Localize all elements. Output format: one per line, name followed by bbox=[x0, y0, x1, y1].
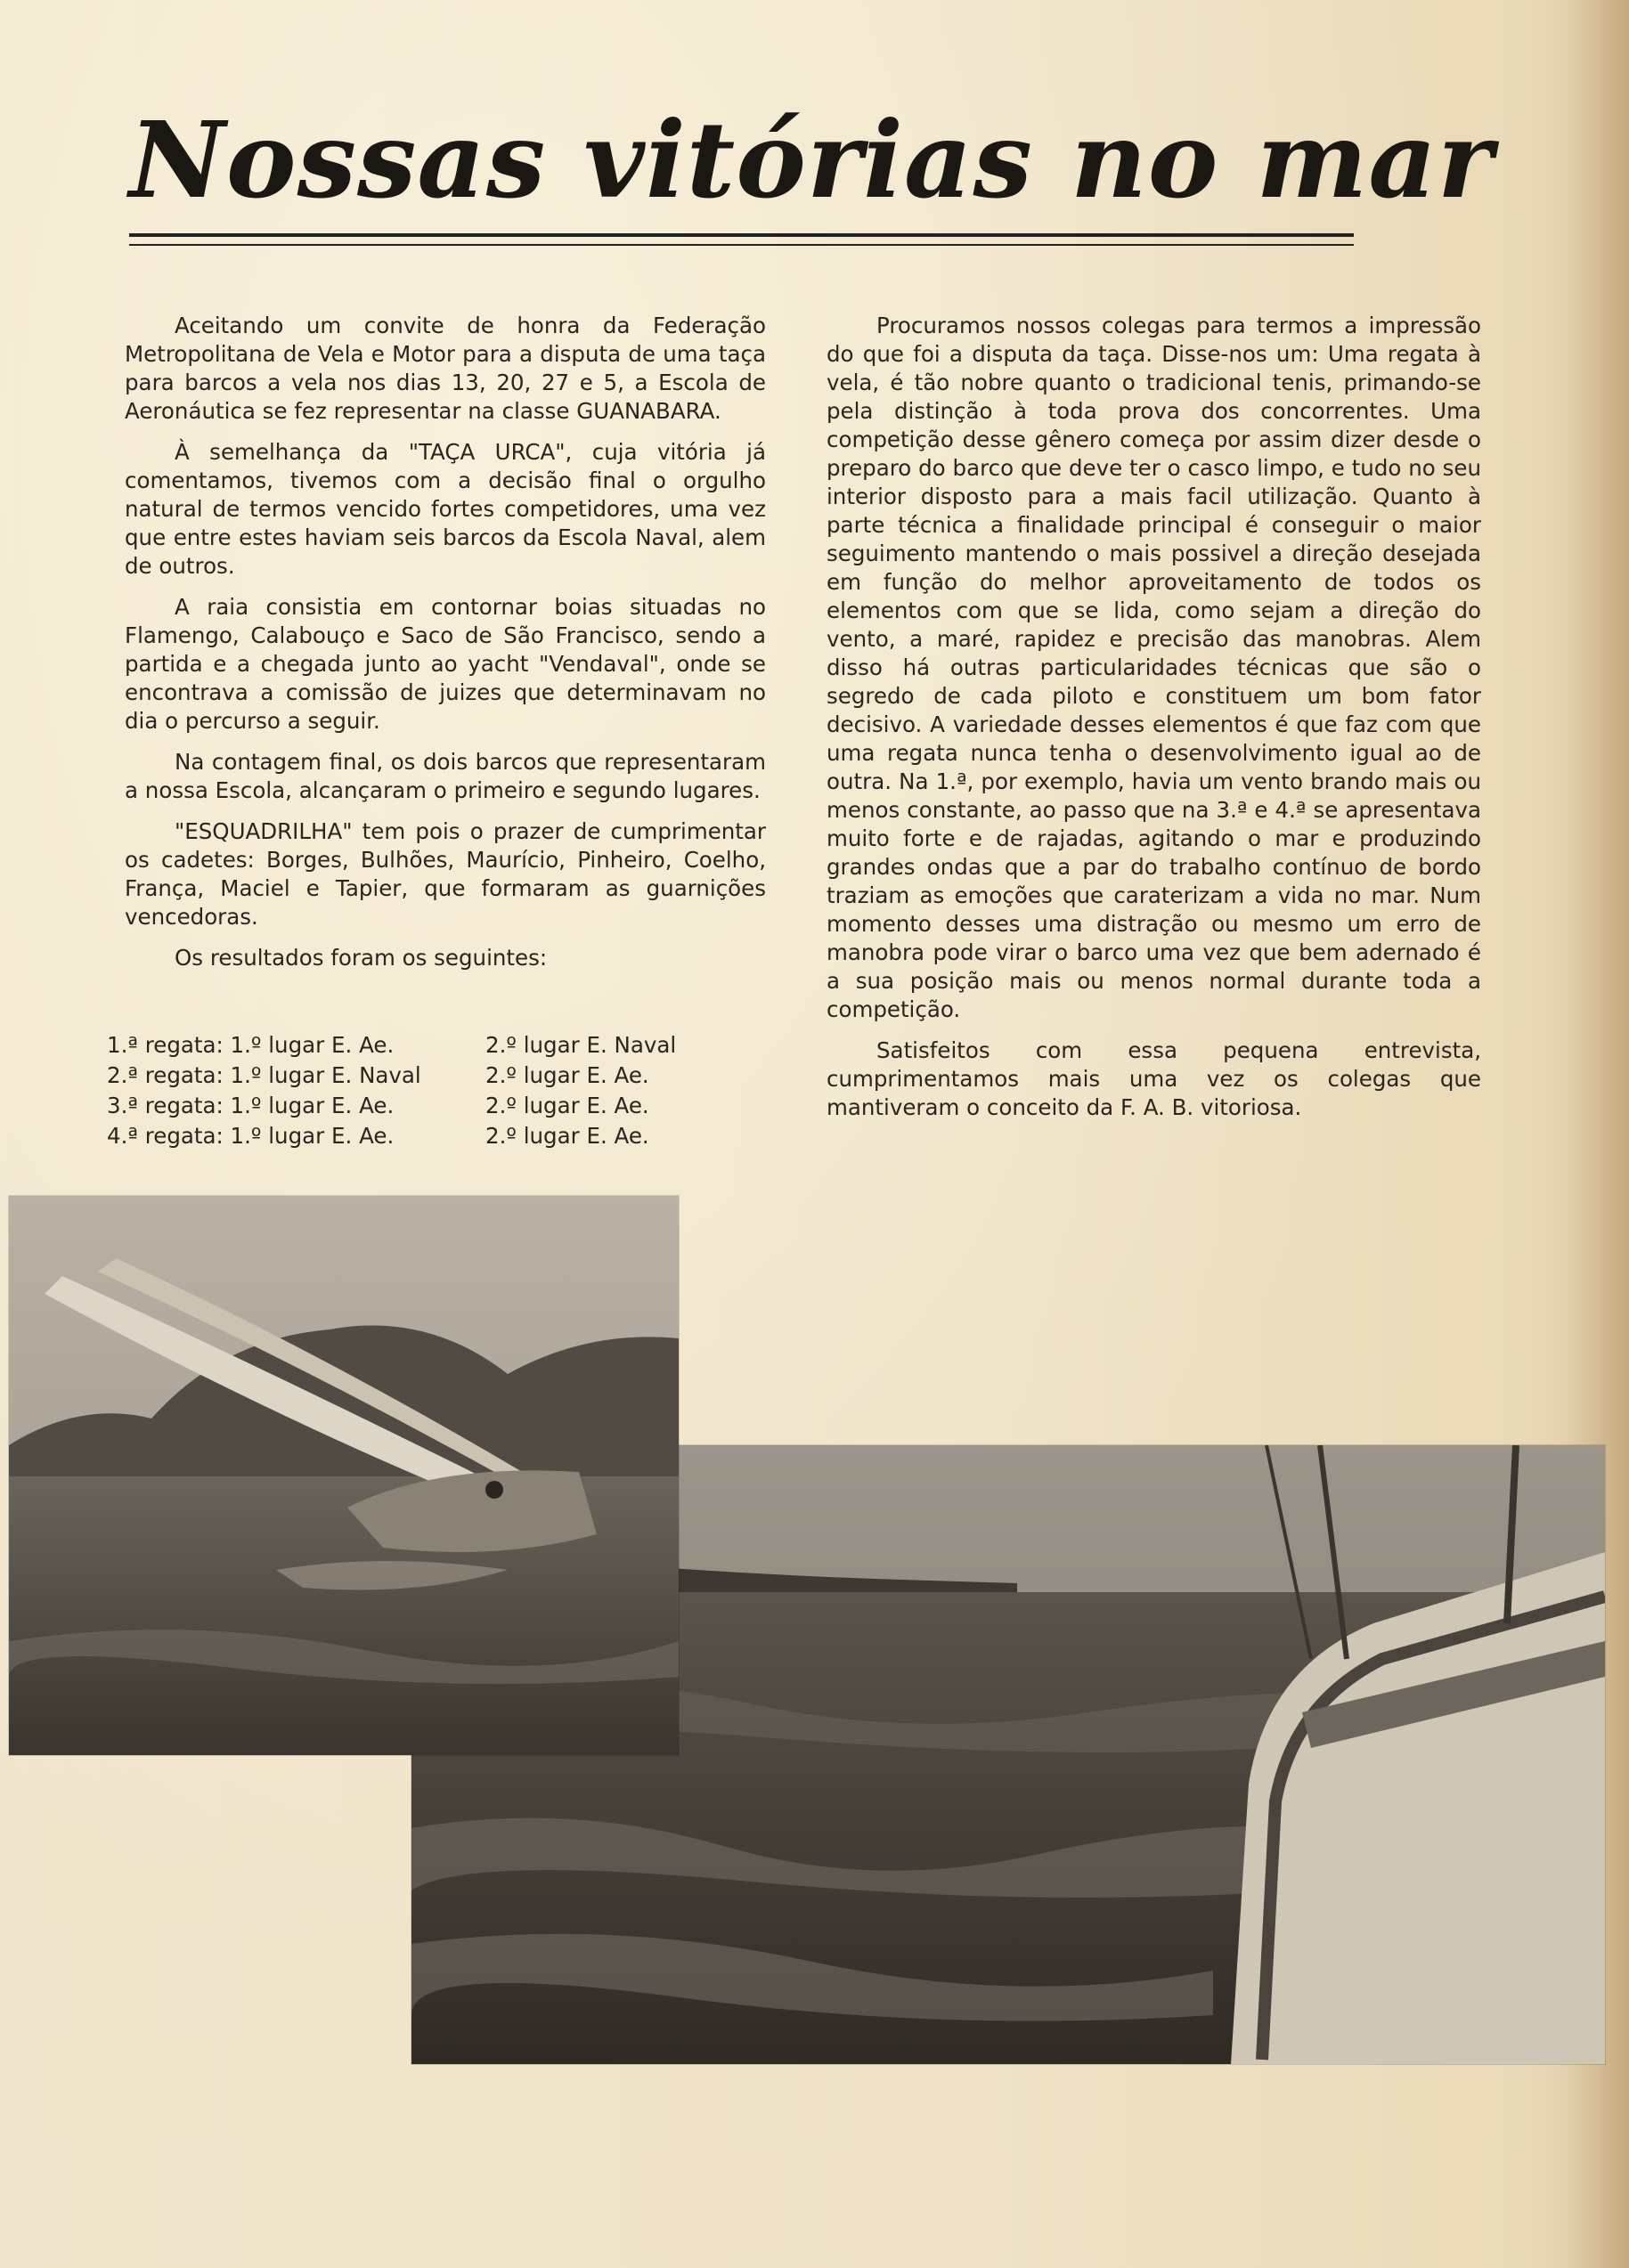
result-row bbox=[107, 1091, 676, 1121]
result-second: 2.º lugar E. Naval bbox=[485, 1032, 677, 1058]
left-paragraph-3: A raia consistia em contornar boias situadas no Flamengo, Calabouço e Saco de São Francisco, sendo a partida e a chegada junto ao yacht "Vendaval", onde se encontrava a comissão de juizes que determinavam no dia o percurso a seguir. bbox=[125, 594, 766, 734]
result-first: 4.ª regata: 1.º lugar E. Ae. bbox=[107, 1123, 395, 1149]
article-title: Nossas vitórias no mar bbox=[129, 98, 1495, 222]
result-second: 2.º lugar E. Ae. bbox=[485, 1093, 649, 1118]
left-paragraph-5: "ESQUADRILHA" tem pois o prazer de cumprimentar os cadetes: Borges, Bulhões, Maurício, Pinheiro, Coelho, França, Maciel e Tapier, que formaram as guarnições vencedoras. bbox=[125, 818, 766, 930]
title-rule-thin bbox=[129, 244, 1354, 246]
results-intro: Os resultados foram os seguintes: bbox=[175, 945, 548, 971]
left-column bbox=[125, 312, 766, 985]
result-first: 1.ª regata: 1.º lugar E. Ae. bbox=[107, 1032, 395, 1058]
right-paragraph-2: Satisfeitos com essa pequena entrevista, cumprimentamos mais uma vez os colegas que mantiveram o conceito da F. A. B. vitoriosa. bbox=[827, 1037, 1481, 1120]
result-second: 2.º lugar E. Ae. bbox=[485, 1123, 649, 1149]
result-second: 2.º lugar E. Ae. bbox=[485, 1062, 649, 1088]
result-row bbox=[107, 1121, 676, 1151]
left-paragraph-1: Aceitando um convite de honra da Federação Metropolitana de Vela e Motor para a disputa de uma taça para barcos a vela nos dias 13, 20, 27 e 5, a Escola de Aeronáutica se fez representar na classe GUANABARA. bbox=[125, 313, 766, 424]
result-first: 3.ª regata: 1.º lugar E. Ae. bbox=[107, 1093, 395, 1118]
title-rule bbox=[129, 233, 1354, 237]
sailboat-heeling-photo bbox=[9, 1196, 679, 1755]
result-row bbox=[107, 1061, 676, 1091]
left-paragraph-4: Na contagem final, os dois barcos que representaram a nossa Escola, alcançaram o primeiro e segundo lugares. bbox=[125, 749, 766, 803]
right-column bbox=[827, 312, 1481, 1134]
left-paragraph-2: À semelhança da "TAÇA URCA", cuja vitória já comentamos, tivemos com a decisão final o orgulho natural de termos vencido fortes competidores, uma vez que entre estes haviam seis barcos da Escola Naval, alem de outros. bbox=[125, 439, 766, 579]
results-list bbox=[107, 1030, 676, 1151]
result-first: 2.ª regata: 1.º lugar E. Naval bbox=[107, 1062, 421, 1088]
right-paragraph-1: Procuramos nossos colegas para termos a impressão do que foi a disputa da taça. Disse-nos um: Uma regata à vela, é tão nobre quanto o tradicional tenis, primando-se pela distinção à toda prova dos concorrentes. Uma competição desse gênero começa por assim dizer desde o preparo do barco que deve ter o casco limpo, e tudo no seu interior disposto para a mais facil utilização. Quanto à parte técnica a finalidade principal é conseguir o maior seguimento mantendo o mais possivel a direção desejada em função do melhor aproveitamento de todos os elementos com que se lida, como sejam a direção do vento, a maré, rapidez e precisão das manobras. Alem disso há outras particularidades técnicas que são o segredo de cada piloto e constituem um bom fator decisivo. A variedade desses elementos é que faz com que uma regata nunca tenha o desenvolvimento igual ao de outra. Na 1.ª, por exemplo, havia um vento brando mais ou menos constante, ao passo que na 3.ª e 4.ª se apresentava muito forte e de rajadas, agitando o mar e produzindo grandes ondas que a par do trabalho contínuo de bordo traziam as emoções que caraterizam a vida no mar. Num momento desses uma distração ou mesmo um erro de manobra pode virar o barco uma vez que bem adernado é a sua posição mais ou menos normal durante toda a competição. bbox=[827, 313, 1481, 1022]
result-row bbox=[107, 1030, 676, 1061]
